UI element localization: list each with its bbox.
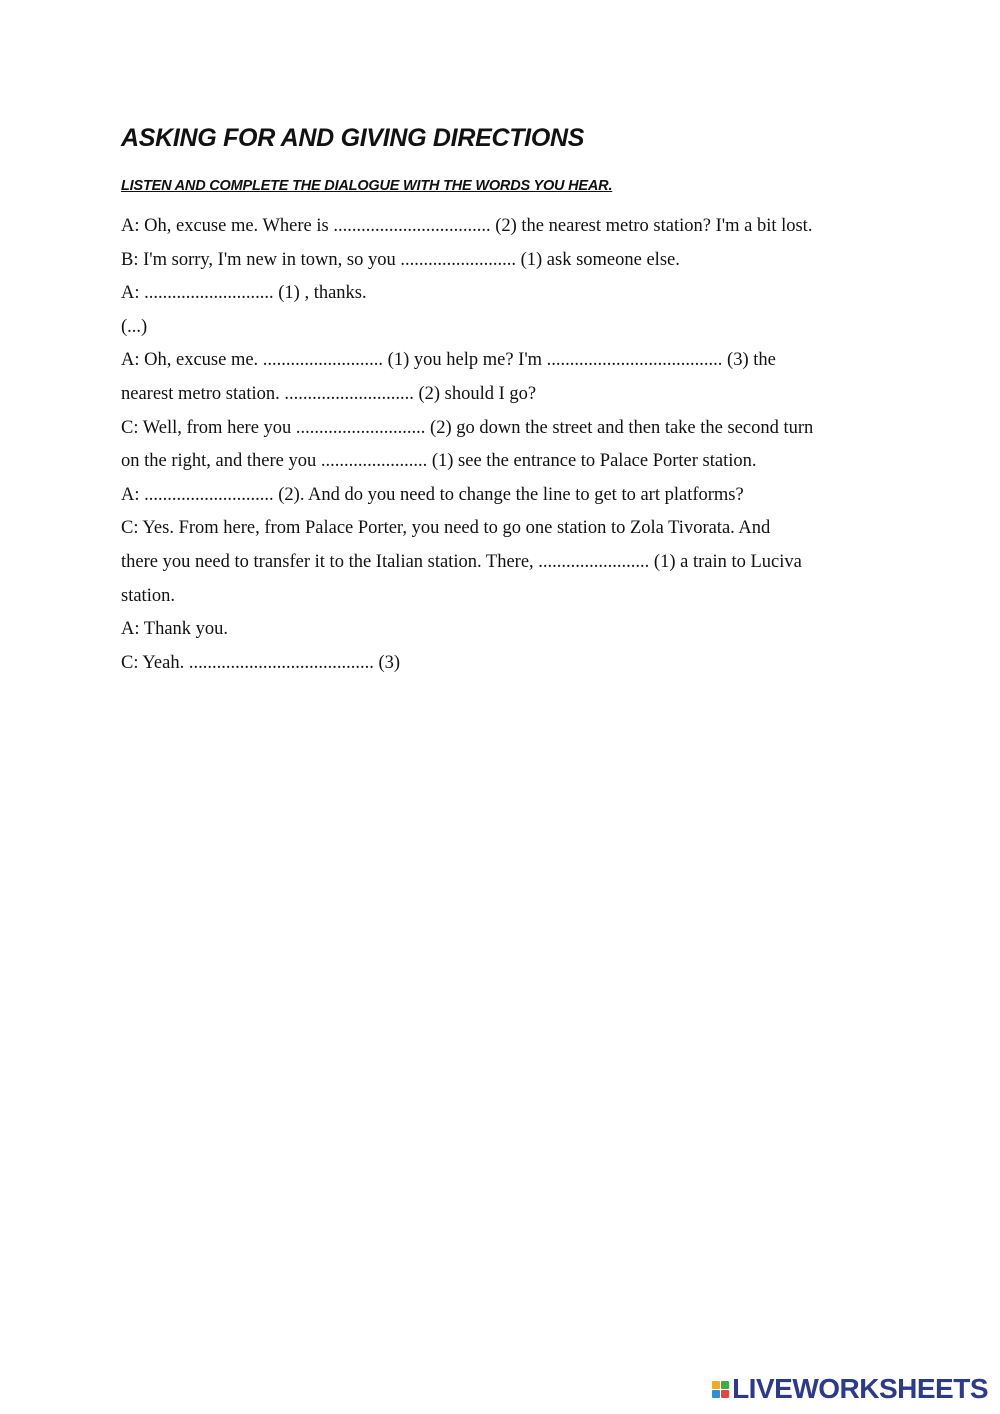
dialogue-line: station. <box>121 585 175 606</box>
dialogue-line: A: Oh, excuse me. Where is .................................. (2) the nearest metro station? I'm a bit lost. <box>121 216 813 236</box>
dialogue-line: on the right, and there you ....................... (1) see the entrance to Palace Porter station. <box>121 451 757 472</box>
dialogue-line: C: Well, from here you ............................ (2) go down the street and then take the second turn <box>121 417 814 438</box>
dialogue-line: B: I'm sorry, I'm new in town, so you ......................... (1) ask someone else. <box>121 249 680 270</box>
liveworksheets-logo <box>712 1374 988 1404</box>
logo-square <box>712 1390 720 1398</box>
dialogue-line: C: Yeah. ........................................ (3) <box>121 652 401 673</box>
dialogue-line: A: ............................ (1) , thanks. <box>121 283 367 304</box>
dialogue <box>121 210 891 680</box>
logo-square <box>721 1381 729 1389</box>
dialogue-line: A: Thank you. <box>121 619 229 640</box>
instructions: LISTEN AND COMPLETE THE DIALOGUE WITH THE WORDS YOU HEAR. <box>121 178 613 194</box>
liveworksheets-logo-icon <box>712 1376 729 1402</box>
dialogue-line: there you need to transfer it to the Italian station. There, ........................ (1) a train to Luciva <box>121 551 802 572</box>
logo-text: LIVEWORKSHEETS <box>732 1373 988 1404</box>
logo-square <box>712 1381 720 1389</box>
page-title: ASKING FOR AND GIVING DIRECTIONS <box>121 124 585 152</box>
logo-square <box>721 1390 729 1398</box>
dialogue-line: A: ............................ (2). And do you need to change the line to get to art platforms? <box>121 484 744 505</box>
dialogue-line: A: Oh, excuse me. .......................... (1) you help me? I'm ...................................... (3) the <box>121 350 776 371</box>
dialogue-line: nearest metro station. ............................ (2) should I go? <box>121 383 537 404</box>
dialogue-line: (...) <box>121 316 148 337</box>
dialogue-line: C: Yes. From here, from Palace Porter, you need to go one station to Zola Tivorata. And <box>121 518 771 539</box>
